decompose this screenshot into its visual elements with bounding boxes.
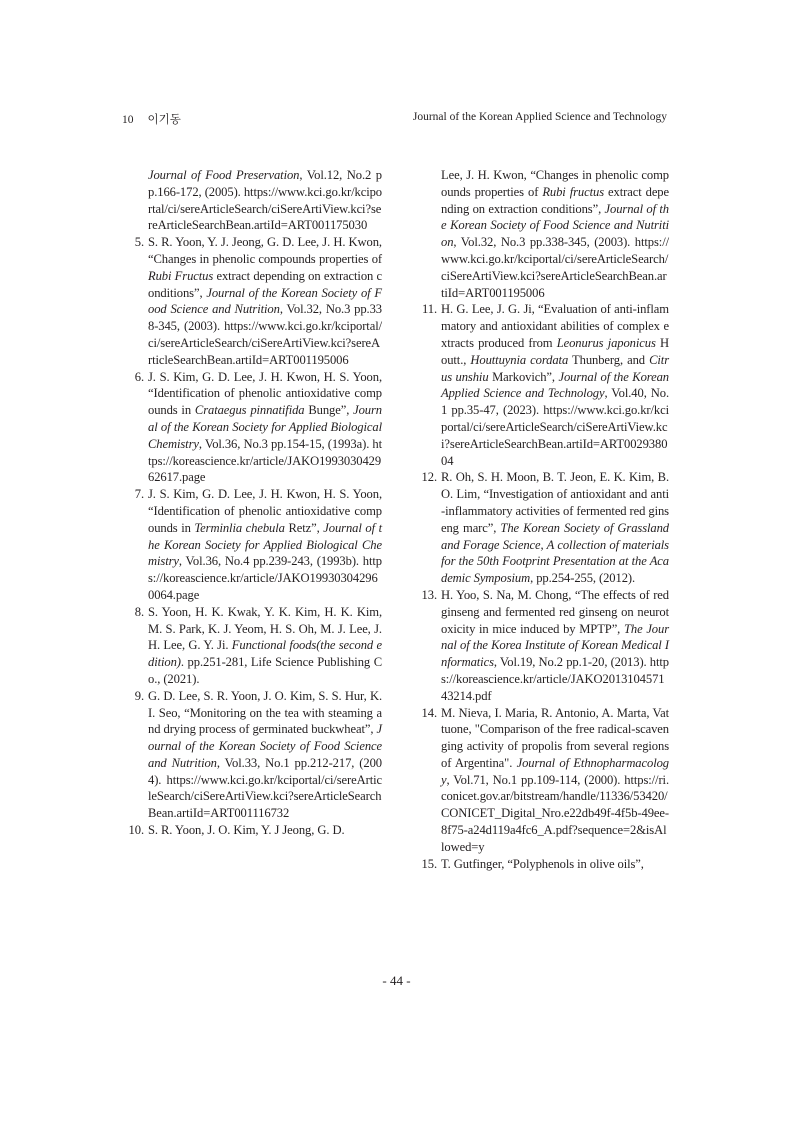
reference-5: 5. S. R. Yoon, Y. J. Jeong, G. D. Lee, J. H. Kwon, “Changes in phenolic compounds properties of Rubi Fructus extract depending on extraction conditions”, Journal of the Korean Society of Food Science and Nutrition, Vol.32, No.3 pp.338-345, (2003). https://www.kci.go.kr/kciportal/ci/sereArticleSearch/ciSereArtiView.kci?sereArticleSearchBean.artiId=ART001195006 [120,234,382,368]
reference-number: 15. [421,856,437,871]
reference-column-right [413,167,669,872]
journal-title: Journal of Food Preservation [148,168,300,182]
journal-title: The Korean Society of Grassland and Forage Science, A collection of materials for the 50th Footprint Presentation at the Academic Symposium [441,520,670,586]
reference-number: 11. [422,302,437,317]
journal-title: Journal of the Korean Applied Science and Technology [441,369,669,401]
journal-title: Journal of the Korean Society of Food Science and Nutrition [441,201,669,250]
journal-title: Journal of the Korean Society of Food Science and Nutrition [148,722,382,770]
reference-number: 6. [134,369,144,384]
journal-title: Functional foods(the second edition) [148,638,382,670]
reference-10: 10. S. R. Yoon, J. O. Kim, Y. J Jeong, G. D. [120,822,382,839]
journal-title: Journal of Ethnopharmacology [441,755,669,787]
reference-11: 11. H. G. Lee, J. G. Ji, “Evaluation of anti-inflammatory and antioxidant abilities of complex extracts produced from Leonurus japonicus Houtt., Houttuynia cordata Thunberg, and Citrus unshiu Markovich”, Journal of the Korean Applied Science and Technology, Vol.40, No.1 pp.35-47, (2023). https://www.kci.go.kr/kciportal/ci/sereArticleSearch/ciSereArtiView.kci?sereArticleSearchBean.artiId=ART002938004 [413,301,669,469]
reference-10-continued: Lee, J. H. Kwon, “Changes in phenolic compounds properties of Rubi fructus extract depending on extraction conditions”, Journal of the Korean Society of Food Science and Nutrition, Vol.32, No.3 pp.338-345, (2003). https://www.kci.go.kr/kciportal/ci/sereArticleSearch/ciSereArtiView.kci?sereArticleSearchBean.artiId=ART001195006 [441,168,669,300]
reference-4-continued: Journal of Food Preservation, Vol.12, No.2 pp.166-172, (2005). https://www.kci.go.kr/kciportal/ci/sereArticleSearch/ciSereArtiView.kci?sereArticleSearchBean.artiId=ART001175030 [148,168,382,233]
reference-15: 15. T. Gutfinger, “Polyphenols in olive oils”, [413,856,669,873]
reference-7: 7. J. S. Kim, G. D. Lee, J. H. Kwon, H. S. Yoon, “Identification of phenolic antioxidative compounds in Terminlia chebula Retz”, Journal of the Korean Society for Applied Biological Chemistry, Vol.36, No.4 pp.239-243, (1993b). https://koreascience.kr/article/JAKO199303042960064.page [120,486,382,604]
reference-6: 6. J. S. Kim, G. D. Lee, J. H. Kwon, H. S. Yoon, “Identification of phenolic antioxidative compounds in Crataegus pinnatifida Bunge”, Journal of the Korean Society for Applied Biological Chemistry, Vol.36, No.3 pp.154-15, (1993a). https://koreascience.kr/article/JAKO199303042962617.page [120,369,382,487]
reference-number: 9. [134,688,144,703]
reference-8: 8. S. Yoon, H. K. Kwak, Y. K. Kim, H. K. Kim, M. S. Park, K. J. Yeom, H. S. Oh, M. J. Lee, J. H. Lee, G. Y. Ji. Functional foods(the second edition). pp.251-281, Life Science Publishing Co., (2021). [120,604,382,688]
page-footer-number: - 44 - [382,973,411,988]
reference-number: 8. [134,604,144,619]
author-name: 이기동 [147,114,181,126]
running-header-journal: Journal of the Korean Applied Science and Technology [412,111,667,123]
page-number: 10 [122,114,134,126]
reference-number: 7. [134,487,144,502]
reference-13: 13. H. Yoo, S. Na, M. Chong, “The effects of red ginseng and fermented red ginseng on neurotoxicity in mice induced by MPTP”, The Journal of the Korea Institute of Korean Medical Informatics, Vol.19, No.2 pp.1-20, (2013). https://koreascience.kr/article/JAKO201310457143214.pdf [413,587,669,705]
reference-number: 14. [421,705,437,720]
reference-12: 12. R. Oh, S. H. Moon, B. T. Jeon, E. K. Kim, B. O. Lim, “Investigation of antioxidant and anti-inflammatory activities of fermented red ginseng marc”, The Korean Society of Grassland and Forage Science, A collection of materials for the 50th Footprint Presentation at the Academic Symposium, pp.254-255, (2012). [413,469,669,587]
reference-9: 9. G. D. Lee, S. R. Yoon, J. O. Kim, S. S. Hur, K. I. Seo, “Monitoring on the tea with steaming and drying process of germinated buckwheat”, Journal of the Korean Society of Food Science and Nutrition, Vol.33, No.1 pp.212-217, (2004). https://www.kci.go.kr/kciportal/ci/sereArticleSearch/ciSereArtiView.kci?sereArticleSearchBean.artiId=ART001116732 [120,688,382,822]
reference-number: 10. [128,823,144,838]
reference-number: 13. [421,587,437,602]
reference-column-left [120,167,382,839]
journal-title: Journal of the Korean Society for Applied Biological Chemistry [148,520,382,569]
reference-number: 12. [421,470,437,485]
reference-14: 14. M. Nieva, I. Maria, R. Antonio, A. Marta, Vattuone, "Comparison of the free radical-scavenging activity of propolis from several regions of Argentina". Journal of Ethnopharmacology, Vol.71, No.1 pp.109-114, (2000). https://ri.conicet.gov.ar/bitstream/handle/11336/53420/CONICET_Digital_Nro.e22db49f-4f5b-49ee-8f75-a24d119a4fc6_A.pdf?sequence=2&isAllowed=y [413,705,669,856]
running-header-left [122,111,181,127]
journal-title: Journal of the Korean Society for Applied Biological Chemistry [148,403,382,451]
journal-title: Journal of the Korean Society of Food Science and Nutrition [148,285,382,317]
journal-title: The Journal of the Korea Institute of Korean Medical Informatics [441,621,669,670]
reference-number: 5. [134,235,144,250]
